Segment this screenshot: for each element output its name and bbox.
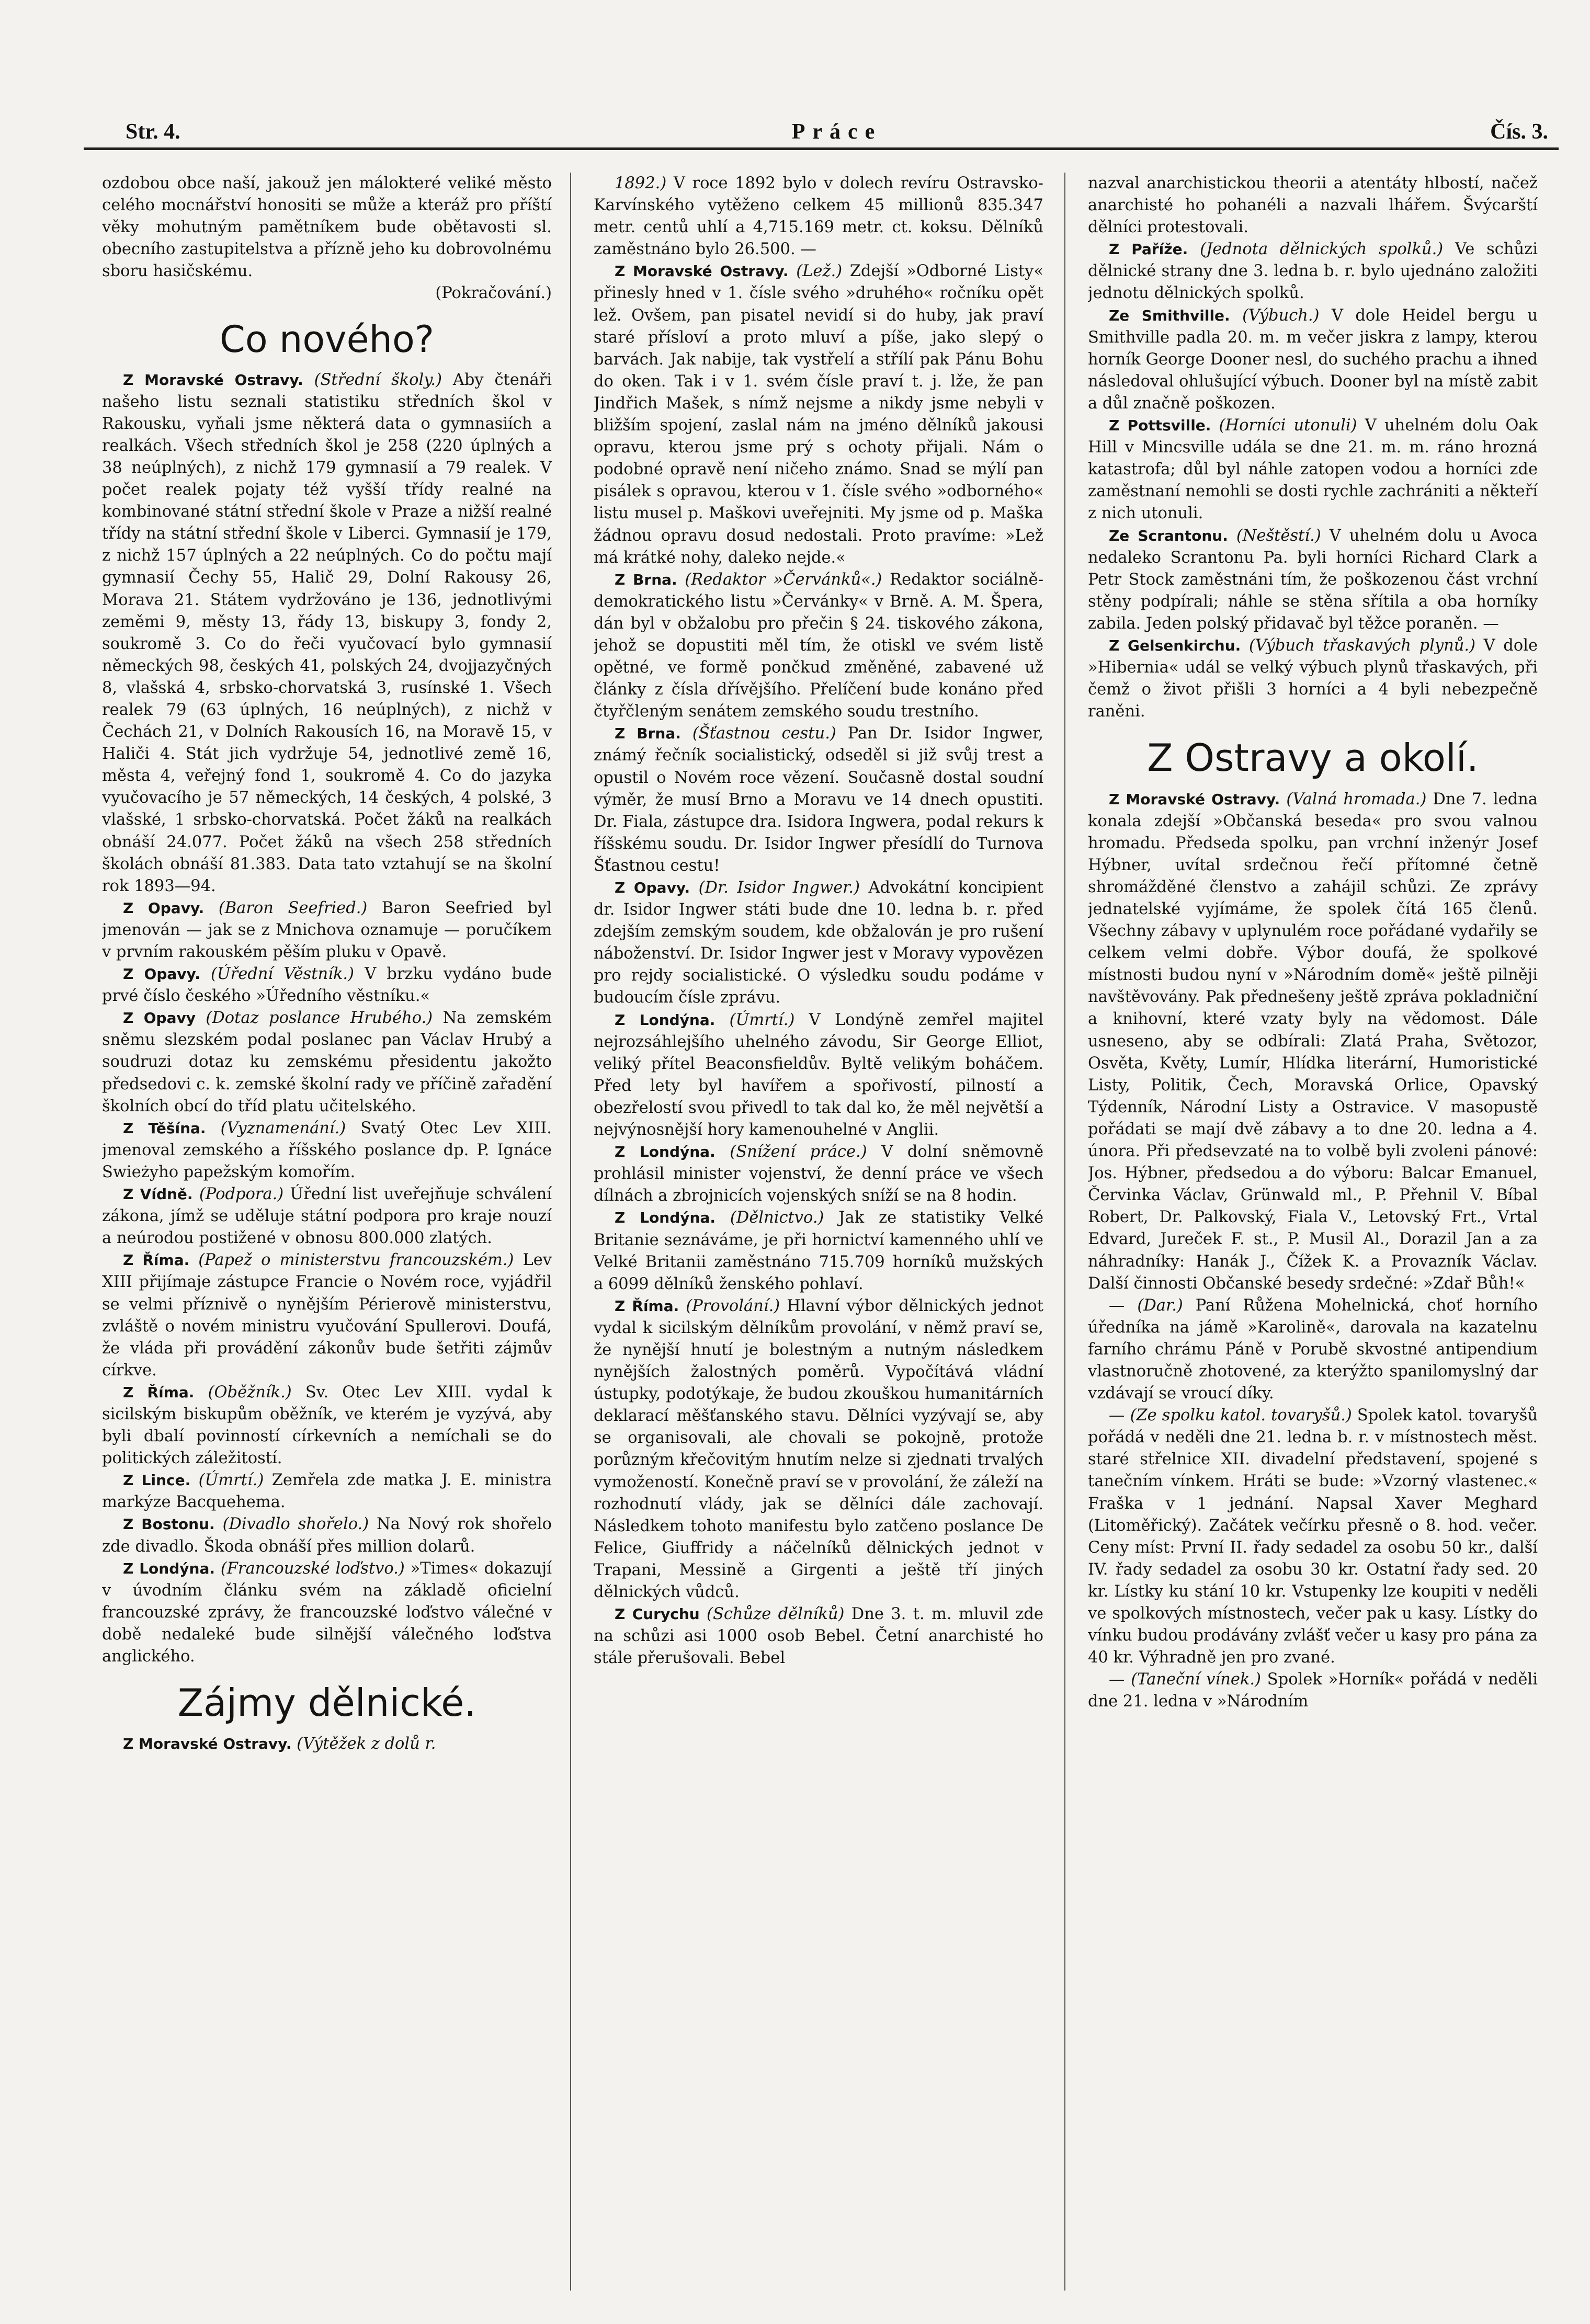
column-divider [1064, 173, 1065, 2291]
news-text: V Londýně zemřel majitel nejrozsáhlejšího uhelného závodu, Sir George Elliot, veliký přítel Beaconsfieldův. Byltě velikým boháčem. Před lety byl havířem a spořivostí, pilností a obezřelostí svou přivedl to tak dal ko, že měl největší a nejvýnosnější hory kamenouhelné v Anglii. [594, 1010, 1043, 1140]
news-place: Z Těšína. [123, 1119, 206, 1137]
news-topic: (Baron Seefried.) [218, 898, 368, 917]
news-list [1088, 789, 1538, 1713]
news-text: Redaktor sociálně-demokratického listu »Červánky« v Brně. A. M. Špera, dán byl v obžalobu pro přečin § 24. tiskového zákona, jehož se dopustiti měl tím, že otiskl ve svém listě opětné, ve formě pončkud změněné, zabavené už články z čísla dřívějšího. Přelíčení bude konáno před čtyřčleným senátem zemského soudu trestního. [594, 570, 1043, 721]
news-text: V brzku vydáno bude prvé číslo českého »Úředního věstníku.« [102, 965, 552, 1006]
news-item [594, 1207, 1043, 1295]
news-place: Z Gelsenkirchu. [1109, 636, 1241, 654]
newspaper-title: Práce [791, 120, 882, 144]
news-place: Z Opavy. [123, 965, 200, 983]
news-text: Jak ze statistiky Velké Britanie seznáváme, je při hornictví kamenného uhlí ve Velké Britanii zaměstnáno 715.709 horníků mužských a 6099 dělníků ženského pohlaví. [594, 1209, 1043, 1293]
news-text: Úřední list uveřejňuje schválení zákona, jímž se uděluje státní podpora pro kraje nouzí a neúrodou postižené v obnosu 800.000 zlatých. [102, 1185, 552, 1248]
news-list [1088, 238, 1538, 723]
news-topic: (Valná hromada.) [1286, 790, 1427, 808]
news-topic: (Výbuch třaskavých plynů.) [1248, 636, 1475, 655]
news-text: Paní Růžena Mohelnická, choť horního úředníka na jámě »Karolině«, darovala na kazatelnu farního chrámu Páně v Porubě skvostné antipendium vlastnoručně zhotovené, za kterýžto spanilomyslný dar vzdávají se vroucí díky. [1088, 1296, 1538, 1403]
news-text: Dne 3. t. m. mluvil zde na schůzi asi 1000 osob Bebel. Četní anarchisté ho stále přerušovali. Bebel [594, 1605, 1043, 1668]
news-item [102, 1382, 552, 1469]
news-place: Z Londýna. [123, 1559, 215, 1577]
column-1 [102, 173, 552, 2296]
news-text: Na zemském sněmu slezském podal poslanec pan Václav Hrubý a soudruzi dotaz ku zemskému přesidentu jakožto předsedovi c. k. zemské školní rady ve příčině zařadění školních obcí do tříd platu učitelského. [102, 1009, 552, 1115]
news-topic: (Úmrtí.) [198, 1471, 264, 1490]
news-text: Sv. Otec Lev XIII. vydal k sicilským biskupům oběžník, ve kterém je vyzývá, aby byli dbalí povinností církevních a nemíchali se do politických záležitostí. [102, 1383, 552, 1468]
news-place: Z Brna. [615, 571, 677, 588]
news-place: Z Brna. [615, 725, 681, 743]
news-item [102, 1558, 552, 1668]
news-topic: (Dotaz poslance Hrubého.) [206, 1009, 433, 1028]
news-topic: (Výbuch.) [1242, 306, 1320, 325]
news-text: Svatý Otec Lev XIII. jmenoval zemského a říšského poslance dp. P. Ignáce Swieżyho papežským komořím. [102, 1119, 552, 1181]
news-item [102, 897, 552, 963]
section-title-zajmy-delnicke: Zájmy dělnické. [177, 1681, 476, 1725]
news-text: Zdejší »Odborné Listy« přinesly hned v 1. čísle svého »druhého« ročníku opět lež. Ovšem, pan pisatel nevidí si do huby, jak praví staré přísloví a proto mluví a píše, jako slepý o barvách. Jak nabije, tak vystřelí a střílí pak Pánu Bohu do oken. Tak i v 1. svém čísle praví t. j. lže, že pan Jindřich Mašek, s nímž nejsme a nikdy jsme nebyli v bližším spojení, zaslal nám na jméno dělníků jakousi opravu, kterou jsme prý s ochoty přijali. Nám o podobné opravě není ničeho známo. Snad se mýlí pan pisálek s opravou, kterou v 1. čísle svého »odborného« listu musel p. Maškovi uveřejniti. My jsme od p. Maška žádnou opravu dosud nedostali. Proto pravíme: »Lež má krátké nohy, daleko nejde.« [594, 262, 1043, 567]
news-text: Advokátní koncipient dr. Isidor Ingwer státi bude dne 10. ledna b. r. před zdejším zemským soudem, kde obžalován je pro rušení náboženství. Dr. Isidor Ingwer jest v Moravy vypovězen pro rejdy socialistické. O výsledku soudu podáme v budoucím čísle zprávu. [594, 879, 1043, 1007]
news-place: Z Londýna. [615, 1209, 716, 1227]
news-text: V roce 1892 bylo v dolech revíru Ostravsko-Karvínského vytěženo celkem 45 millionů 835.347 metr. centů uhlí a 4,715.169 metr. ct. koksu. Dělníků zaměstnáno bylo 26.500. — [594, 174, 1043, 259]
news-topic: (Výtěžek z dolů r. [297, 1735, 436, 1753]
news-item [594, 260, 1043, 568]
news-list [594, 173, 1043, 1669]
news-item [594, 1141, 1043, 1207]
news-list [102, 369, 552, 1668]
news-text: Zemřela zde matka J. E. ministra markýze Bacquehema. [102, 1471, 552, 1512]
page-number: Str. 4. [126, 120, 180, 144]
article-continuation: ozdobou obce naší, jakouž jen málokteré veliké město celého mocnářství honositi se může a kteráž pro příští věky mohutným pamětníkem bude obětavosti sl. obecního zastupitelstva a přízně jeho ku dobrovolnému sboru hasičskému. [102, 174, 552, 281]
news-text: Ve schůzi dělnické strany dne 3. ledna b. r. bylo ujednáno založiti jednotu dělnických spolků. [1088, 240, 1538, 303]
news-item [594, 1603, 1043, 1669]
news-item [1088, 238, 1538, 304]
news-place: Z Říma. [615, 1297, 679, 1315]
news-item [1088, 789, 1538, 1295]
news-text: V dole Heidel bergu u Smithville padla 20. m. m večer jiskra z lampy, kterou horník George Dooner nesl, do suchého prachu a ihned následoval ohlušující výbuch. Dooner byl na místě zabit a důl značně poškozen. [1088, 306, 1538, 413]
news-item [102, 1118, 552, 1183]
news-place: Z Moravské Ostravy. [123, 371, 303, 389]
news-topic: (Úmrtí.) [729, 1010, 795, 1029]
news-text: Spolek katol. tovaryšů pořádá v neděli dne 21. ledna b. r. v místnostech měst. staré střelnice XII. divadelní představení, spojené s tanečním vínkem. Hráti se bude: »Vzorný vlastenec.« Fraška v 1 jednání. Napsal Xaver Meghard (Litoměřický). Začátek večírku přesně o 8. hod. večer. Ceny míst: První II. řady sedadel za osobu 50 kr., další IV. řady sedadel za osobu 30 kr. Ostatní řady sed. 20 kr. Lístky ku stání 10 kr. Vstupenky lze koupiti v neděli ve spolkových místnostech, večer pak u kasy. Lístky do vínku budou prodávány zvlášť večer u kasy pro pána za 40 kr. Výhradně jen pro zvané. [1088, 1406, 1538, 1667]
news-text: Dne 7. ledna konala zdejší »Občanská beseda« pro svou valnou hromadu. Předseda spolku, pan vrchní inženýr Josef Hýbner, uvítal srdečnou řečí přítomné četně shromážděné členstvo a zahájil schůzi. Ze zprávy jednatelské vyjímáme, že spolek čítá 165 členů. Všechny zábavy v uplynulém roce pořádané vydařily se celkem velmi dobře. Výbor doufá, že spolkové místnosti budou nyní v »Národním domě« ještě pilněji navštěvovány. Pak přednešeny ještě zpráva pokladniční a knihovní, které vzaty byly na vědomost. Dále usneseno, aby se odbírali: Zlatá Praha, Světozor, Osvěta, Květy, Lumír, Hlídka literární, Humoristické Listy, Politik, Čech, Moravská Orlice, Opavský Týdenník, Národní Listy a Ostravice. V masopustě pořádati se mají dvě zábavy a to dne 20. ledna a 4. února. Při předsevzaté na to volbě byli zvoleni pánové: Jos. Hýbner, předsedou a do výboru: Balcar Emanuel, Červinka Václav, Grünwald ml., P. Přehnil V. Bíbal Robert, Dr. Palkovský, Fiala V., Letovský Frt., Vrtal Edvard, Jureček F. st., P. Musil Al., Dorazil Jan a za náhradníky: Hanák J., Čížek K. a Provazník Václav. Další činnosti Občanské besedy srdečné: »Zdař Bůh!« [1088, 790, 1538, 1293]
news-topic: (Provolání.) [686, 1296, 780, 1315]
news-item [1088, 1669, 1538, 1713]
news-topic: — (Ze spolku katol. tovaryšů.) [1109, 1406, 1352, 1425]
news-place: Z Paříže. [1109, 241, 1188, 258]
news-place: Z Opavy. [615, 879, 690, 896]
news-item [594, 569, 1043, 723]
news-place: Z Moravské Ostravy. [615, 263, 789, 280]
news-item [594, 1295, 1043, 1603]
news-item [1088, 525, 1538, 635]
news-item [102, 1007, 552, 1117]
news-item [1088, 1295, 1538, 1405]
news-item [594, 173, 1043, 260]
news-place: Z Opavy. [123, 899, 205, 917]
news-topic: (Střední školy.) [314, 370, 442, 389]
news-place: Z Bostonu. [123, 1516, 215, 1533]
news-topic: (Schůze dělníků) [707, 1605, 845, 1624]
news-text: V dolní sněmovně prohlásil minister vojenství, že denní práce ve všech dílnách a zbrojnicích vojenských sníží se na 8 hodin. [594, 1143, 1043, 1205]
news-topic: (Šťastnou cestu.) [692, 724, 836, 743]
news-text: Spolek »Horník« pořádá v neděli dne 21. ledna v »Národním [1088, 1670, 1538, 1711]
news-place: Z Londýna. [615, 1011, 716, 1029]
article-continuation: nazval anarchistickou theorii a atentáty hlbostí, načež anarchisté ho pohanéli a nazvali lhářem. Švýcarští dělníci protestovali. [1088, 174, 1538, 237]
news-topic: (Snížení práce.) [730, 1143, 867, 1161]
news-item [102, 1513, 552, 1557]
news-place: Z Vídně. [123, 1186, 193, 1203]
news-topic: (Úřední Věstník.) [211, 965, 355, 984]
header-rule [84, 147, 1559, 150]
news-text: Aby čtenáři našeho listu seznali statistiku středních škol v Rakousku, vyňali jsme některá data o gymnasiích a realkách. Všech středních škol je 258 (220 úplných a 38 neúplných), z nichž 179 gymnasií a 79 realek. V počet realek pojaty též vyšší třídy realné na kombinované státní střední škole v Praze a nižší realné třídy na státní střední škole v Liberci. Gymnasií je 179, z nichž 157 úplných a 22 neúplných. Co do počtu mají gymnasií Čechy 55, Halič 29, Dolní Rakousy 26, Morava 21. Státem vydržováno je 136, jednotlivými zeměmi 9, městy 13, řády 13, biskupy 3, fondy 2, soukromě 3. Co do řeči vyučovací bylo gymnasií německých 98, českých 41, polských 24, dvojjazyčných 8, vlašská 4, srbsko-chorvatská 3, rusínské 1. Všech realek 79 (63 úplných, 16 neúplných), z nichž v Čechách 21, v Dolních Rakousích 16, na Moravě 15, v Haliči 4. Stát jich vydržuje 54, jednotlivé země 16, města 4, veřejný fond 1, soukromě 4. Co do jazyka vyučovacího je 57 německých, 14 českých, 4 polské, 3 vlašské, 1 srbsko-chorvatská. Počet žáků na realkách obnáší 24.077. Počet žáků na všech 258 středních školách obnáší 81.383. Data tato vztahují se na školní rok 1893—94. [102, 370, 552, 895]
news-place: Z Pottsville. [1109, 417, 1211, 435]
news-item [594, 723, 1043, 877]
news-topic: — (Taneční vínek.) [1109, 1670, 1262, 1689]
news-text: V uhelném dolu Oak Hill v Mincsville udála se dne 21. m. m. ráno hrozná katastrofa; důl byl náhle zatopen vodou a horníci zde zaměstnaní nemohli se dosti rychle zachrániti a někteří z nich utonuli. [1088, 416, 1538, 523]
column-2 [594, 173, 1043, 2296]
news-text: Pan Dr. Isidor Ingwer, známý řečník socialistický, odseděl si již svůj trest a opustil o Novém roce vězení. Současně dostal soudní výměr, že musí Brno a Moravu ve 14 dnech opustiti. Dr. Fiala, zástupce dra. Isidora Ingwera, podal rekurs k říšskému soudu. Dr. Isidor Ingwer přesídlí do Turnova Šťastnou cestu! [594, 724, 1043, 875]
news-item [102, 1183, 552, 1249]
news-topic: (Papež o ministerstvu francouzském.) [198, 1251, 514, 1270]
column-3 [1088, 173, 1538, 2296]
news-item [102, 963, 552, 1007]
news-item [1088, 1405, 1538, 1669]
news-topic: (Podpora.) [199, 1185, 284, 1204]
news-item [102, 369, 552, 897]
news-topic: (Jednota dělnických spolků.) [1200, 240, 1444, 259]
news-text: V dole »Hibernia« udál se velký výbuch plynů třaskavých, při čemž o život přišli 3 horníci a 4 byli nebezpečně raněni. [1088, 636, 1538, 721]
news-topic: (Dr. Isidor Ingwer.) [698, 879, 860, 897]
news-topic: (Oběžník.) [208, 1383, 292, 1402]
news-text: Lev XIII přijímaje zástupce Francie o Novém roce, vyjádřil se velmi příznivě o nynějším Périerově ministerstvu, zvláště o novém ministru vyučování Spullerovi. Doufá, že vláda při provádění zákonův bude šetřiti zájmův církve. [102, 1251, 552, 1380]
column-divider [570, 173, 571, 2291]
news-topic: (Vyznamenání.) [220, 1119, 346, 1137]
news-place: Z Lince. [123, 1472, 191, 1489]
news-item [594, 877, 1043, 1009]
news-place: Z Curychu [615, 1605, 700, 1623]
news-place: Z Říma. [123, 1383, 195, 1401]
news-item [1088, 415, 1538, 525]
news-text: Hlavní výbor dělnických jednot vydal k sicilským dělníkům provolání, v němž praví se, že nynější hnutí je bolestným a nutným následkem nynějších žalostných poměrů. Vypočítává vládní ústupky, podotýkaje, že budou zkouškou humanitárních deklarací měšťanského stavu. Dělníci vyzývají se, aby se organisovali, ale chovali se pokojně, protože porůzným křečovitým hnutím nelze si zjednati trvalých vymožeností. Konečně praví se v provolání, že záleží na rozhodnutí vlády, jak se dělníci dále zachovají. Následkem tohoto manifestu bylo zatčeno poslance De Felice, Giuffridy a náčelníků dělnických jednot v Trapani, Messině a Girgenti a ještě tří jiných dělnických vůdců. [594, 1296, 1043, 1601]
news-text: Na Nový rok shořelo zde divadlo. Škoda obnáší přes million dolarů. [102, 1515, 552, 1556]
news-topic: (Neštěstí.) [1236, 526, 1321, 545]
news-topic: (Lež.) [796, 262, 843, 281]
page-header [126, 119, 1548, 151]
news-text: Baron Seefried byl jmenován — jak se z Mnichova oznamuje — poručíkem v prvním rakouském pěším pluku v Opavě. [102, 898, 552, 961]
section-title-co-noveho: Co nového? [220, 317, 434, 361]
news-place: Z Opavy [123, 1009, 196, 1027]
news-item [594, 1009, 1043, 1142]
news-topic: 1892.) [615, 174, 667, 192]
news-place: Ze Scrantonu. [1109, 527, 1228, 544]
issue-number: Čís. 3. [1490, 120, 1548, 144]
news-topic: (Dělnictvo.) [730, 1209, 824, 1227]
news-text: »Times« dokazují v úvodním článku svém na základě oficielní francouzské zprávy, že francouzské loďstvo válečné v době nedaleké bude silnější válečného loďstva anglického. [102, 1559, 552, 1666]
news-item [102, 1469, 552, 1513]
news-item [102, 1733, 552, 1755]
news-item [102, 1249, 552, 1382]
news-topic: — (Dar.) [1109, 1296, 1183, 1315]
news-place: Z Říma. [123, 1251, 190, 1269]
news-topic: (Redaktor »Červánků«.) [685, 570, 882, 589]
news-topic: (Francouzské loďstvo.) [220, 1559, 405, 1578]
news-topic: (Horníci utonuli) [1219, 416, 1357, 435]
news-item [1088, 305, 1538, 415]
news-topic: (Divadlo shořelo.) [222, 1515, 369, 1534]
continued-note: (Pokračování.) [435, 284, 552, 303]
news-text: V uhelném dolu u Avoca nedaleko Scrantonu Pa. byli horníci Richard Clark a Petr Stock zaměstnáni tím, že poškozenou část vrchní stěny podpírali; náhle se stěna sřítila a oba horníky zabila. Jeden polský přidavač byl těžce poraněn. — [1088, 526, 1538, 633]
news-place: Z Moravské Ostravy. [123, 1735, 292, 1753]
news-place: Z Moravské Ostravy. [1109, 790, 1280, 808]
news-item [1088, 635, 1538, 723]
news-place: Z Londýna. [615, 1143, 716, 1161]
section-title-z-ostravy: Z Ostravy a okolí. [1147, 736, 1479, 780]
news-place: Ze Smithville. [1109, 306, 1230, 324]
